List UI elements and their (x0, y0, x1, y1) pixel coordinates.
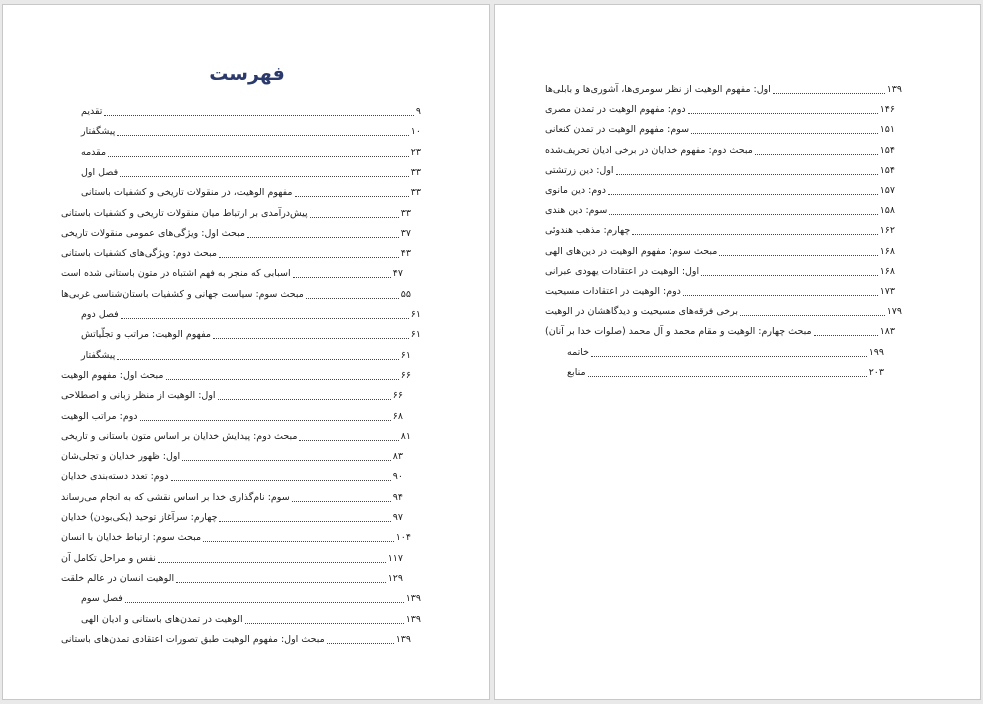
toc-entry-leader (166, 378, 399, 380)
toc-entry-title: الوهیت انسان در عالم خلقت (61, 572, 175, 584)
toc-entry-title: چهارم: مذهب هندوئی (545, 225, 631, 237)
toc-entry-leader (121, 317, 409, 319)
toc-entry (567, 362, 884, 380)
toc-entry-leader (295, 195, 409, 197)
toc-entry-leader (292, 500, 391, 502)
toc-list-right (495, 5, 980, 699)
toc-entry-title: پیشگفتار (81, 349, 116, 361)
toc-entry-title: اول: دین زرتشتی (545, 164, 614, 176)
toc-entry-page-number: ۱۳۹ (405, 593, 421, 605)
toc-entry-title: فصل اول (81, 166, 119, 178)
toc-entry-page-number: ۲۳ (410, 146, 421, 158)
toc-entry-page-number: ۶۱ (410, 329, 421, 341)
toc-entry-page-number: ۳۳ (400, 207, 411, 219)
toc-entry (545, 79, 902, 97)
toc-entry-title: دوم: تعدد دسته‌بندی خدایان (61, 471, 169, 483)
toc-entry-page-number: ۹ (415, 106, 421, 117)
toc-entry-title: دوم: مراتب الوهیت (61, 410, 138, 422)
toc-entry-page-number: ۴۷ (392, 268, 403, 280)
toc-entry-title: فصل سوم (81, 593, 123, 605)
toc-entry-page-number: ۱۵۷ (879, 185, 895, 196)
toc-entry-title: فصل دوم (81, 309, 119, 320)
toc-entry-leader (616, 173, 878, 175)
toc-entry-leader (701, 274, 878, 276)
toc-entry-leader (691, 132, 878, 134)
toc-entry-title: مقدمه (81, 146, 107, 158)
toc-entry-page-number: ۸۳ (392, 451, 403, 463)
toc-entry-leader (117, 134, 408, 136)
toc-entry (545, 321, 895, 339)
toc-entry-leader (120, 175, 409, 177)
toc-entry-title: مفهوم الوهیت، در منقولات تاریخی و کشفیات باستانی (81, 187, 293, 199)
toc-entry (61, 284, 411, 302)
toc-entry-leader (719, 254, 877, 256)
toc-entry-page-number: ۱۱۷ (387, 552, 403, 564)
toc-entry-leader (773, 92, 885, 94)
toc-entry-leader (310, 216, 399, 218)
toc-entry (61, 507, 403, 525)
toc-entry-page-number: ۱۶۸ (879, 245, 895, 257)
toc-entry (61, 406, 403, 424)
toc-entry-leader (117, 358, 398, 360)
toc-entry-page-number: ۱۳۹ (395, 633, 411, 645)
toc-entry-title: مبحث اول: مفهوم الوهیت (61, 369, 164, 381)
toc-entry-title: سوم: مفهوم الوهیت در تمدن کنعانی (545, 124, 690, 136)
toc-entry-page-number: ۱۴۶ (879, 104, 895, 116)
toc-entry-page-number: ۱۳۹ (405, 613, 421, 625)
toc-entry-leader (327, 642, 394, 644)
toc-entry-page-number: ۱۰ (410, 126, 421, 138)
toc-entry (545, 261, 895, 279)
toc-entry (81, 162, 421, 180)
toc-entry (61, 243, 411, 261)
toc-entry-title: اول: مفهوم الوهیت از نظر سومری‌ها، آشوری‌ها و بابلی‌ها (545, 84, 771, 95)
toc-entry (61, 629, 411, 647)
toc-entry-title: مبحث دوم: مفهوم خدایان در برخی ادیان تحریف‌شده (545, 144, 753, 156)
toc-entry (545, 241, 895, 259)
toc-entry-leader (108, 155, 409, 157)
toc-entry (81, 609, 421, 627)
toc-entry-title: مفهوم الوهیت: مراتب و تجلّیاتش (81, 329, 211, 341)
toc-entry-page-number: ۱۵۸ (879, 205, 895, 217)
toc-entry-leader (140, 419, 391, 421)
toc-title: فهرست (209, 63, 285, 85)
toc-entry-title: مبحث چهارم: الوهیت و مقام محمد و آل محمد (صلوات خدا بر آنان) (545, 326, 812, 338)
toc-entry-leader (588, 375, 867, 377)
toc-entry-leader (171, 479, 391, 481)
toc-entry-leader (608, 193, 878, 195)
toc-entry-leader (688, 112, 878, 114)
toc-entry-title: مبحث سوم: ارتباط خدایان با انسان (61, 532, 202, 544)
toc-entry-leader (683, 294, 878, 296)
toc-entry-title: مبحث سوم: مفهوم الوهیت در دین‌های الهی (545, 245, 718, 257)
toc-entry-leader (306, 297, 399, 299)
toc-entry-page-number: ۶۶ (392, 390, 403, 402)
toc-entry-leader (203, 540, 394, 542)
toc-entry (545, 99, 895, 117)
toc-entry-page-number: ۶۱ (400, 349, 411, 361)
toc-entry-page-number: ۲۰۳ (868, 366, 884, 378)
toc-entry-page-number: ۸۱ (400, 430, 411, 442)
toc-entry (61, 365, 411, 383)
toc-entry-title: نفس و مراحل تکامل آن (61, 552, 156, 564)
toc-entry-page-number: ۱۰۴ (395, 532, 411, 544)
toc-entry (61, 568, 403, 586)
toc-entry-page-number: ۱۲۹ (387, 572, 403, 584)
toc-entry-title: پیشگفتار (81, 126, 116, 138)
toc-entry-title: منابع (567, 366, 586, 378)
toc-entry-page-number: ۶۱ (410, 309, 421, 320)
toc-entry-title: مبحث اول: ویژگی‌های عمومی منقولات تاریخی (61, 227, 246, 239)
toc-entry-title: مبحث اول: مفهوم الوهیت طبق تصورات اعتقادی تمدن‌های باستانی (61, 633, 325, 645)
toc-entry (545, 140, 895, 158)
toc-entry-page-number: ۳۳ (410, 187, 421, 199)
toc-entry-title: تقدیم (81, 106, 103, 117)
toc-entry (545, 281, 895, 299)
toc-entry-page-number: ۳۳ (410, 166, 421, 178)
toc-entry-page-number: ۹۰ (392, 471, 403, 483)
toc-entry-title: اول: ظهور خدایان و تجلی‌شان (61, 451, 181, 463)
toc-entry-title: اول: الوهیت در اعتقادات یهودی عبرانی (545, 265, 700, 277)
toc-entry-leader (219, 256, 399, 258)
toc-entry-title: اول: الوهیت از منظر زبانی و اصطلاحی (61, 390, 216, 402)
toc-entry-leader (293, 276, 391, 278)
toc-entry (61, 466, 403, 484)
toc-entry-page-number: ۱۳۹ (886, 84, 902, 95)
toc-entry-page-number: ۱۷۳ (879, 286, 895, 297)
toc-entry-leader (299, 439, 398, 441)
toc-page-left (2, 4, 490, 700)
toc-entry-page-number: ۶۶ (400, 369, 411, 381)
toc-entry (61, 263, 403, 281)
toc-entry-title: الوهیت در تمدن‌های باستانی و ادیان الهی (81, 613, 243, 625)
toc-entry-page-number: ۵۵ (400, 288, 411, 300)
toc-entry-page-number: ۱۵۴ (879, 164, 895, 176)
toc-entry-title: چهارم: سرآغاز توحید (یکی‌بودن) خدایان (61, 512, 218, 523)
toc-entry-page-number: ۴۳ (400, 248, 411, 260)
toc-entry (567, 342, 884, 360)
toc-entry (81, 182, 421, 200)
toc-entry-leader (219, 520, 390, 522)
toc-entry-leader (104, 114, 413, 116)
toc-entry (545, 301, 902, 319)
toc-entry-leader (740, 314, 885, 316)
toc-entry-title: دوم: دین مانوی (545, 185, 607, 196)
toc-entry (81, 588, 421, 606)
toc-entry (61, 548, 403, 566)
toc-entry (545, 200, 895, 218)
toc-entry-page-number: ۹۴ (392, 491, 403, 503)
toc-entry-title: اسبابی که منجر به فهم اشتباه در متون باستانی شده است (61, 268, 291, 280)
toc-entry (81, 121, 421, 139)
toc-entry (61, 385, 403, 403)
toc-entry (81, 345, 411, 363)
toc-entry-leader (218, 398, 391, 400)
toc-entry-title: دوم: مفهوم الوهیت در تمدن مصری (545, 104, 686, 116)
toc-entry (61, 223, 411, 241)
toc-entry-title: پیش‌درآمدی بر ارتباط میان منقولات تاریخی و کشفیات باستانی (61, 207, 308, 219)
toc-page-right (494, 4, 981, 700)
toc-entry-leader (245, 622, 404, 624)
toc-entry-leader (247, 236, 399, 238)
toc-entry-leader (176, 581, 386, 583)
toc-entry-page-number: ۶۸ (392, 410, 403, 422)
toc-entry-leader (158, 561, 386, 563)
toc-entry-page-number: ۹۷ (392, 512, 403, 523)
toc-entry (81, 324, 421, 342)
toc-entry-title: سوم: دین هندی (545, 205, 608, 217)
toc-entry-leader (814, 334, 878, 336)
toc-entry-leader (609, 213, 877, 215)
toc-entry (61, 203, 411, 221)
toc-entry (61, 527, 411, 545)
toc-entry-leader (755, 153, 878, 155)
toc-entry-title: خاتمه (567, 346, 589, 358)
toc-entry-page-number: ۱۸۳ (879, 326, 895, 338)
toc-list-left (3, 5, 489, 699)
toc-entry (61, 446, 403, 464)
toc-entry-page-number: ۱۵۱ (879, 124, 895, 136)
toc-entry-page-number: ۳۷ (400, 227, 411, 239)
toc-entry (61, 426, 411, 444)
toc-entry-leader (182, 459, 391, 461)
toc-entry-page-number: ۱۷۹ (886, 306, 902, 318)
toc-entry-page-number: ۱۶۲ (879, 225, 895, 237)
toc-entry-title: مبحث دوم: پیدایش خدایان بر اساس متون باستانی و تاریخی (61, 430, 298, 442)
toc-entry-page-number: ۱۹۹ (868, 346, 884, 358)
toc-entry-leader (632, 233, 877, 235)
toc-entry (545, 180, 895, 198)
toc-entry-leader (213, 337, 409, 339)
toc-entry-title: مبحث سوم: سیاست جهانی و کشفیات باستان‌شناسی غربی‌ها (61, 288, 304, 300)
toc-entry-page-number: ۱۶۸ (879, 265, 895, 277)
toc-entry (545, 220, 895, 238)
toc-entry-leader (591, 355, 867, 357)
toc-entry (81, 101, 421, 119)
toc-entry (81, 304, 421, 322)
toc-entry-title: برخی فرقه‌های مسیحیت و دیدگاهشان در الوهیت (545, 306, 738, 318)
toc-entry-title: مبحث دوم: ویژگی‌های کشفیات باستانی (61, 248, 217, 260)
toc-entry (545, 160, 895, 178)
toc-entry-leader (125, 601, 404, 603)
toc-entry-title: دوم: الوهیت در اعتقادات مسیحیت (545, 286, 681, 297)
toc-entry-title: سوم: نام‌گذاری خدا بر اساس نقشی که به انجام می‌رساند (61, 491, 290, 503)
toc-entry (81, 142, 421, 160)
toc-entry-page-number: ۱۵۴ (879, 144, 895, 156)
toc-entry (61, 487, 403, 505)
toc-entry (545, 119, 895, 137)
